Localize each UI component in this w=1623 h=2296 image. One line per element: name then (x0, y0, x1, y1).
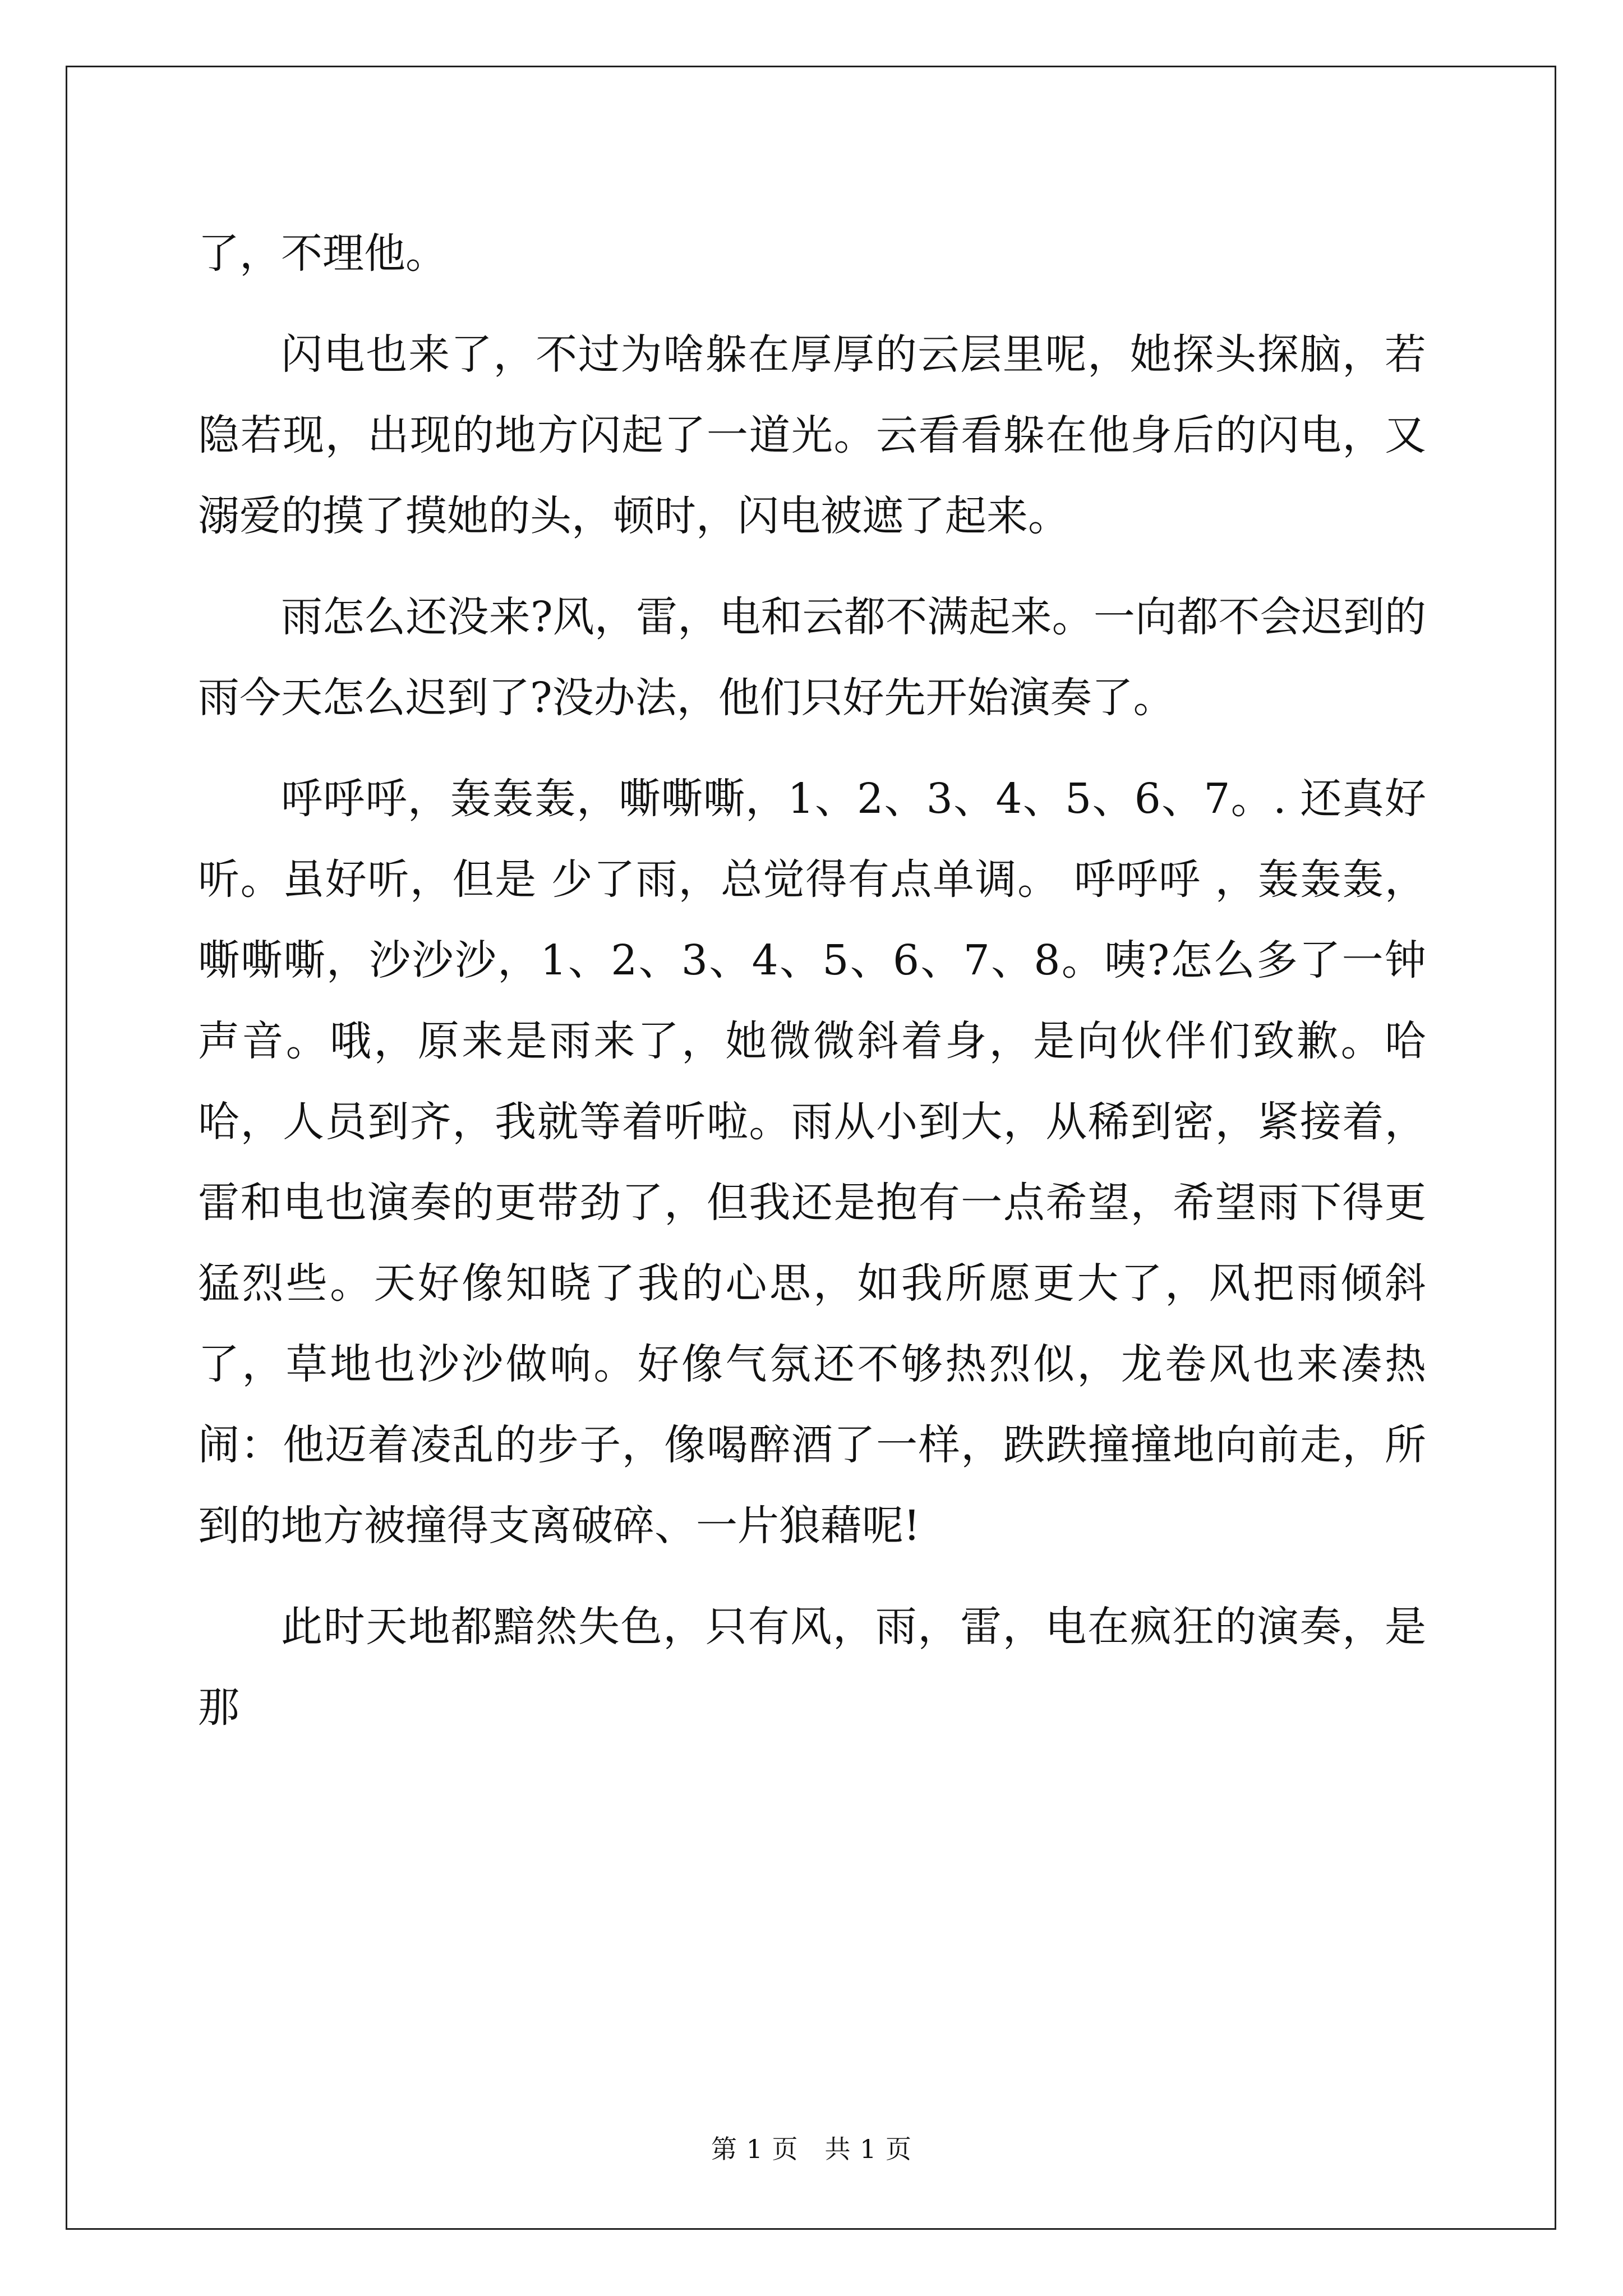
paragraph-5: 此时天地都黯然失色，只有风，雨，雷，电在疯狂的演奏，是那 (198, 1603, 1426, 1732)
paragraph-3: 雨怎么还没来?风，雷，电和云都不满起来。一向都不会迟到的雨今天怎么迟到了?没办法，他们只好先开始演奏了。 (198, 593, 1426, 722)
paragraph-1: 了，不理他。 (198, 229, 447, 278)
page-number-footer: 第 1 页 共 1 页 (711, 2134, 912, 2164)
document-body (198, 213, 1426, 1748)
paragraph-4: 呼呼呼，轰轰轰，嘶嘶嘶，1、2、3、4、5、6、7。. 还真好听。虽好听，但是 少了雨，总觉得有点单调。 呼呼呼 ，轰轰轰，嘶嘶嘶，沙沙沙，1、2、3、4、5、6、7、8。咦?怎么多了一钟声音。哦，原来是雨来了，她微微斜着身，是向伙伴们致歉。哈哈，人员到齐，我就等着听啦。雨从小到大，从稀到密，紧接着，雷和电也演奏的更带劲了，但我还是抱有一点希望，希望雨下得更猛烈些。天好像知晓了我的心思，如我所愿更大了，风把雨倾斜了，草地也沙沙做响。好像气氛还不够热烈似，龙卷风也来凑热闹：他迈着凌乱的步子，像喝醉酒了一样，跌跌撞撞地向前走，所到的地方被撞得支离破碎、一片狼藉呢! (198, 775, 1426, 1550)
paragraph-2: 闪电也来了，不过为啥躲在厚厚的云层里呢，她探头探脑，若隐若现，出现的地方闪起了一道光。云看看躲在他身后的闪电，又溺爱的摸了摸她的头，顿时，闪电被遮了起来。 (198, 330, 1426, 540)
